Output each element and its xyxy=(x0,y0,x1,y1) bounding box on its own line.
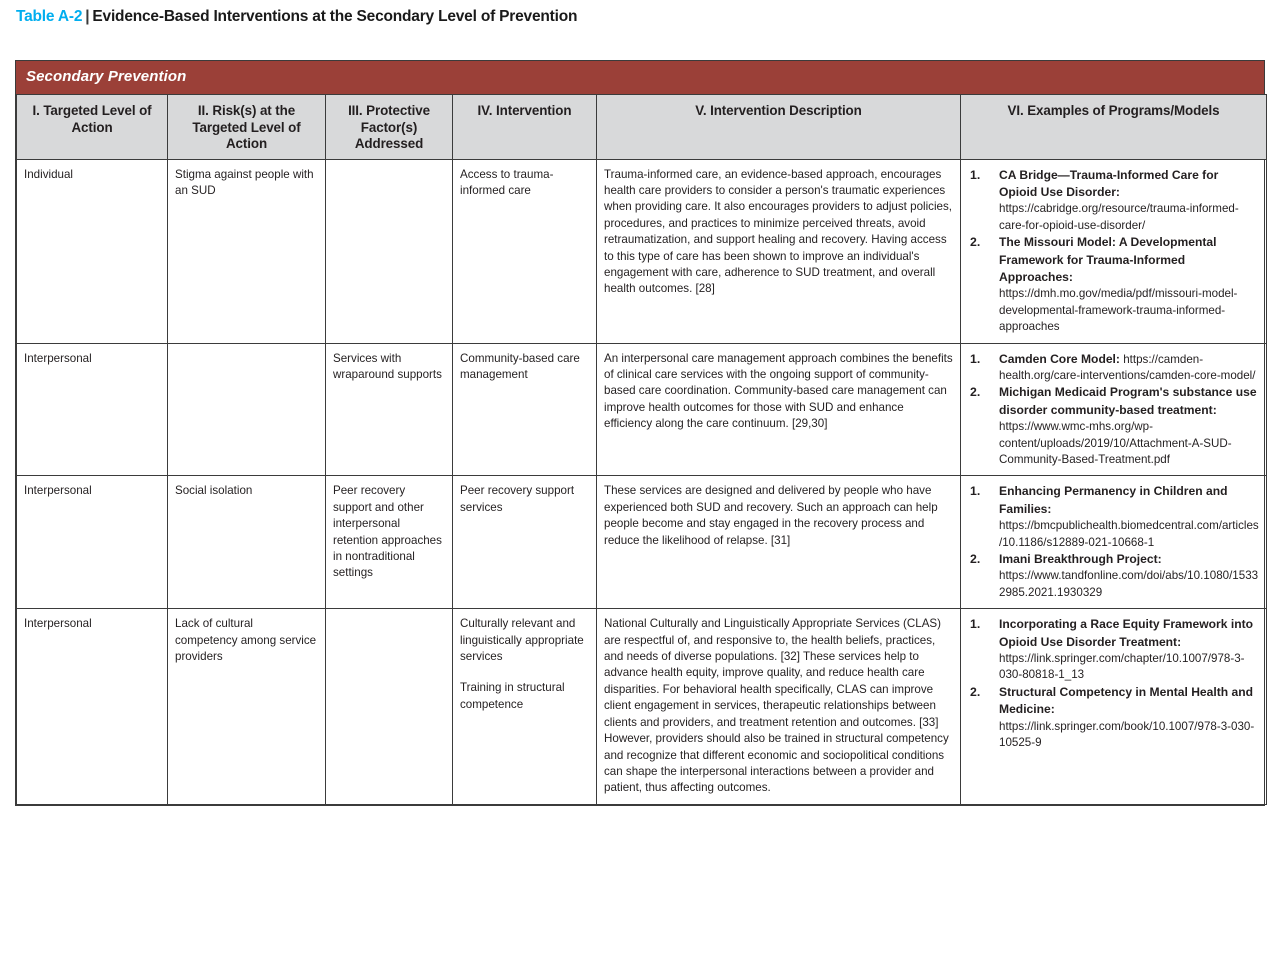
cell-risks xyxy=(168,343,326,476)
table-row xyxy=(17,609,1267,804)
cell-intervention xyxy=(453,159,597,343)
example-name: The Missouri Model: A Developmental Framework for Trauma-Informed Approaches: xyxy=(999,235,1217,284)
column-header-intervention: IV. Intervention xyxy=(453,95,597,160)
cell-protective-factors xyxy=(326,159,453,343)
example-url[interactable]: https://www.wmc-mhs.org/wp-content/uploads/2019/10/Attachment-A-SUD-Community-Based-Treatment.pdf xyxy=(999,420,1232,466)
example-url[interactable]: https://link.springer.com/book/10.1007/978-3-030-10525-9 xyxy=(999,719,1255,750)
cell-risks: Lack of cultural competency among service providers xyxy=(168,609,326,804)
cell-targeted-level: Interpersonal xyxy=(17,343,168,476)
examples-list xyxy=(968,167,1259,336)
cell-examples xyxy=(961,476,1267,609)
table-number: Table A-2 xyxy=(16,8,83,25)
example-url[interactable]: https://www.tandfonline.com/doi/abs/10.1080/15332985.2021.1930329 xyxy=(999,569,1259,599)
table-body xyxy=(17,159,1267,804)
cell-risks: Social isolation xyxy=(168,476,326,609)
cell-intervention-description: An interpersonal care management approach combines the benefits of clinical care services with the ongoing support of community-based care coordination. Community-based care management can improve health outcomes for those with SUD and enhance efficiency along the care continuum. [29,30] xyxy=(597,343,961,476)
examples-list xyxy=(968,616,1259,751)
intervention-item: Access to trauma-informed care xyxy=(460,167,554,197)
example-url[interactable]: https://link.springer.com/chapter/10.1007/978-3-030-80818-1_13 xyxy=(999,652,1245,682)
table-grid xyxy=(16,94,1267,805)
example-url[interactable]: https://cabridge.org/resource/trauma-informed-care-for-opioid-use-disorder/ xyxy=(999,202,1239,232)
list-item xyxy=(968,351,1259,385)
example-url[interactable]: https://dmh.mo.gov/media/pdf/missouri-model-developmental-framework-trauma-informed-approaches xyxy=(999,287,1238,334)
cell-protective-factors xyxy=(326,609,453,804)
cell-intervention-description: Trauma-informed care, an evidence-based approach, encourages health care providers to consider a person's traumatic experiences when providing care. It also encourages providers to adjust policies, procedures, and practices to minimize perceived threats, avoid retraumatization, and support healing and recovery. Having access to this type of care has been shown to improve an individual's engagement with care, adherence to SUD treatment, and overall health outcomes. [28] xyxy=(597,159,961,343)
column-header-protective-factors: III. Protective Factor(s) Addressed xyxy=(326,95,453,160)
example-name: Camden Core Model: xyxy=(999,351,1120,366)
column-header-intervention-description: V. Intervention Description xyxy=(597,95,961,160)
cell-intervention xyxy=(453,609,597,804)
column-header-risks: II. Risk(s) at the Targeted Level of Action xyxy=(168,95,326,160)
example-name: Imani Breakthrough Project: xyxy=(999,552,1162,567)
table-header-row xyxy=(17,95,1267,160)
examples-list xyxy=(968,483,1259,601)
interventions-table xyxy=(15,60,1265,806)
cell-examples xyxy=(961,609,1267,804)
intervention-item: Culturally relevant and linguistically appropriate services xyxy=(460,617,584,664)
example-url[interactable]: https://camden-health.org/care-interventions/camden-core-model/ xyxy=(999,352,1256,382)
cell-targeted-level: Interpersonal xyxy=(17,476,168,609)
example-name: Michigan Medicaid Program's substance use disorder community-based treatment: xyxy=(999,385,1257,417)
caption-separator: | xyxy=(85,8,90,25)
cell-examples xyxy=(961,159,1267,343)
table-row xyxy=(17,159,1267,343)
intervention-item: Community-based care management xyxy=(460,351,580,381)
example-name: Structural Competency in Mental Health and Medicine: xyxy=(999,684,1254,717)
cell-targeted-level: Interpersonal xyxy=(17,609,168,804)
list-item xyxy=(968,616,1259,684)
intervention-item: Peer recovery support services xyxy=(460,484,575,514)
example-name: CA Bridge—Trauma-Informed Care for Opioid Use Disorder: xyxy=(999,167,1219,199)
examples-list xyxy=(968,351,1259,469)
list-item xyxy=(968,684,1259,752)
table-caption xyxy=(16,8,577,26)
cell-targeted-level: Individual xyxy=(17,159,168,343)
table-row xyxy=(17,343,1267,476)
cell-intervention xyxy=(453,343,597,476)
column-header-examples: VI. Examples of Programs/Models xyxy=(961,95,1267,160)
list-item xyxy=(968,167,1259,235)
intervention-item: Training in structural competence xyxy=(460,681,565,711)
cell-intervention-description: These services are designed and delivered by people who have experienced both SUD and recovery. Such an approach can help people become and stay engaged in the recovery process and reduce the likelihood of relapse. [31] xyxy=(597,476,961,609)
example-name: Incorporating a Race Equity Framework into Opioid Use Disorder Treatment: xyxy=(999,617,1254,649)
example-url[interactable]: https://bmcpublichealth.biomedcentral.com/articles/10.1186/s12889-021-10668-1 xyxy=(999,519,1259,549)
cell-intervention xyxy=(453,476,597,609)
page-title: Evidence-Based Interventions at the Secondary Level of Prevention xyxy=(92,8,578,25)
column-header-targeted-level: I. Targeted Level of Action xyxy=(17,95,168,160)
list-item xyxy=(968,384,1259,468)
cell-examples xyxy=(961,343,1267,476)
list-item xyxy=(968,483,1259,551)
table-band-label: Secondary Prevention xyxy=(16,61,1264,94)
list-item xyxy=(968,551,1259,601)
cell-protective-factors: Services with wraparound supports xyxy=(326,343,453,476)
list-item xyxy=(968,234,1259,335)
example-name: Enhancing Permanency in Children and Families: xyxy=(999,484,1228,516)
cell-protective-factors: Peer recovery support and other interpersonal retention approaches in nontraditional settings xyxy=(326,476,453,609)
cell-risks: Stigma against people with an SUD xyxy=(168,159,326,343)
table-row xyxy=(17,476,1267,609)
cell-intervention-description: National Culturally and Linguistically Appropriate Services (CLAS) are respectful of, and responsive to, the health beliefs, practices, and needs of diverse populations. [32] These services help to advance health equity, improve quality, and reduce health care disparities. For behavioral health specifically, CLAS can improve client engagement in services, therapeutic relationships between clients and providers, and treatment retention and outcomes. [33] However, providers should also be trained in structural competency and recognize that different economic and sociopolitical conditions can shape the interpersonal interactions between a provider and patient, thus affecting outcomes. xyxy=(597,609,961,804)
